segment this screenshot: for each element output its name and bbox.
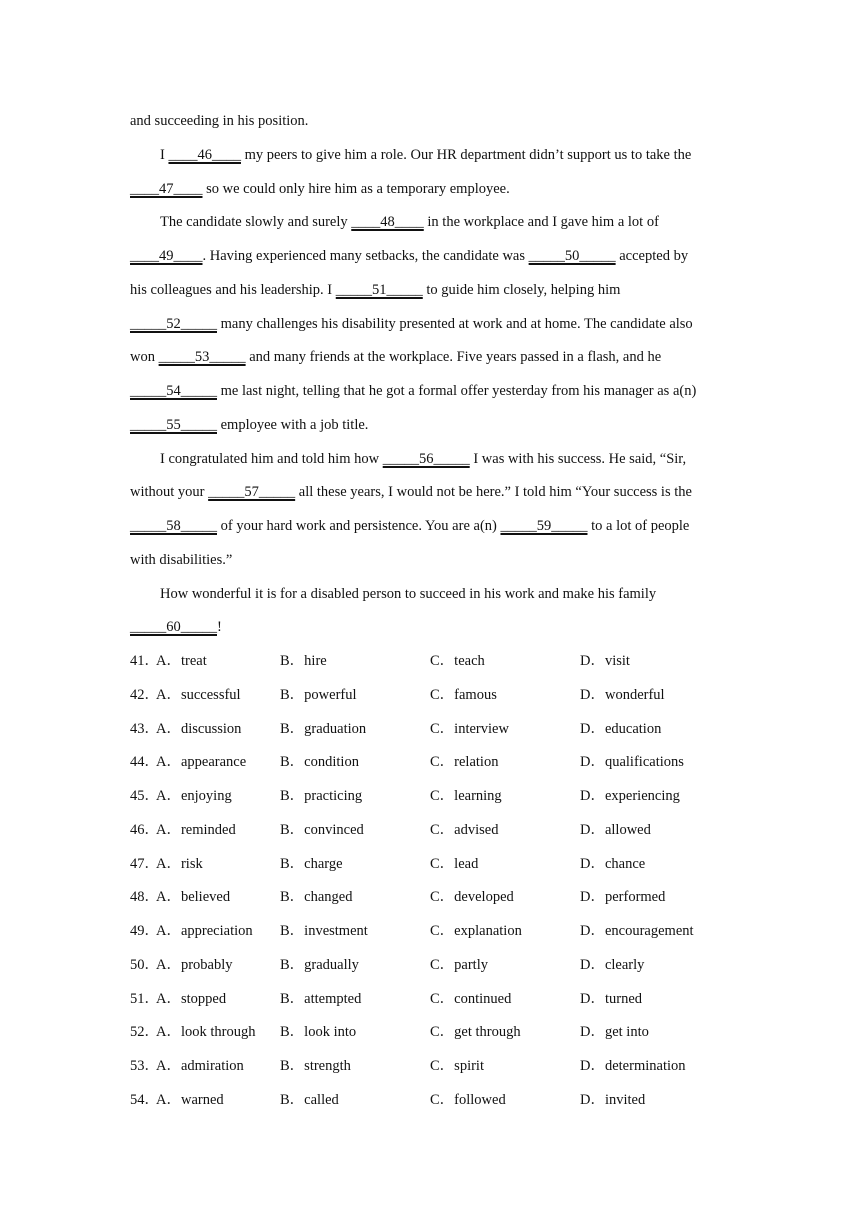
answer-blank: ____47____ [130,180,203,197]
option-a: A．reminded [156,821,236,838]
option-c: C．spirit [430,1058,484,1074]
passage-text: and many friends at the workplace. Five years passed in a flash, and he [245,349,662,366]
option-c: C．teach [430,653,485,669]
answer-options [130,645,730,1118]
option-c: C．advised [430,821,499,838]
option-c: C．developed [430,889,514,906]
option-c: C．get through [430,1024,521,1041]
passage-line [130,578,730,612]
passage-text: to a lot of people [587,518,690,534]
option-b: B．look into [280,1024,357,1041]
passage-line [130,274,730,308]
question-number: 47． [130,855,159,872]
option-c: C．partly [430,956,488,973]
question-row [130,949,730,983]
answer-blank: _____51_____ [335,281,423,298]
passage-text: without your [130,484,209,501]
option-c: C．followed [430,1091,506,1108]
option-d: D．determination [580,1058,686,1074]
option-c: C．learning [430,788,502,804]
option-d: D．chance [580,855,646,872]
passage-text: employee with a job title. [217,416,369,433]
answer-blank: _____56_____ [382,450,470,467]
passage-line [130,173,730,207]
option-c: C．relation [430,754,499,771]
passage-line [130,611,730,645]
passage-text: to guide him closely, helping him [422,281,621,298]
option-d: D．visit [580,653,630,669]
passage [130,105,730,645]
passage-line [130,510,730,544]
answer-blank: ____46____ [168,146,241,163]
question-number: 54． [130,1091,159,1108]
passage-text: so we could only hire him as a temporary employee. [202,180,510,197]
passage-text: me last night, telling that he got a formal offer yesterday from his manager as a(n) [217,383,697,399]
passage-text: The candidate slowly and surely [160,214,352,231]
option-a: A．stopped [156,990,227,1007]
option-a: A．admiration [156,1058,244,1074]
option-d: D．education [580,720,662,737]
passage-text: all these years, I would not be here.” I told him “Your success is the [295,484,692,501]
option-c: C．famous [430,686,497,703]
question-number: 44． [130,754,159,771]
question-number: 42． [130,686,159,703]
option-d: D．get into [580,1024,649,1041]
option-b: B．investment [280,923,368,939]
option-d: D．qualifications [580,754,684,771]
option-b: B．practicing [280,788,363,804]
option-a: A．believed [156,889,231,906]
passage-text: my peers to give him a role. Our HR department didn’t support us to take the [240,146,692,163]
passage-line [130,206,730,240]
question-row [130,915,730,949]
question-number: 43． [130,720,159,737]
question-row [130,1016,730,1050]
answer-blank: _____60_____ [130,619,217,636]
option-b: B．changed [280,889,353,906]
option-a: A．risk [156,855,203,872]
passage-text: his colleagues and his leadership. I [130,281,336,298]
passage-text: . Having experienced many setbacks, the candidate was [202,248,529,264]
option-c: C．explanation [430,923,522,939]
passage-line [130,409,730,443]
answer-blank: _____59_____ [500,518,588,534]
option-a: A．probably [156,956,233,973]
option-d: D．turned [580,990,643,1007]
question-row [130,679,730,713]
option-d: D．wonderful [580,686,665,703]
option-a: A．appreciation [156,923,253,939]
option-b: B．charge [280,855,343,872]
passage-text: many challenges his disability presented at work and at home. The candidate also [217,315,693,332]
answer-blank: ____48____ [351,214,424,231]
question-row [130,848,730,882]
answer-blank: _____57_____ [208,484,296,501]
question-row [130,746,730,780]
option-a: A．successful [156,686,241,703]
answer-blank: ____49____ [130,248,203,264]
passage-line [130,341,730,375]
passage-text: I was with his success. He said, “Sir, [469,450,687,467]
option-d: D．allowed [580,821,651,838]
option-b: B．condition [280,754,359,771]
question-row [130,780,730,814]
question-row [130,645,730,679]
passage-text: How wonderful it is for a disabled person to succeed in his work and make his family [160,585,657,602]
question-number: 45． [130,788,159,804]
option-a: A．look through [156,1024,256,1041]
question-row [130,1050,730,1084]
passage-line [130,476,730,510]
option-b: B．strength [280,1058,351,1074]
option-a: A．warned [156,1091,224,1108]
option-b: B．graduation [280,720,367,737]
question-number: 41． [130,653,159,669]
question-number: 52． [130,1024,159,1041]
passage-text: I congratulated him and told him how [160,450,383,467]
option-a: A．appearance [156,754,247,771]
option-c: C．continued [430,990,512,1007]
passage-text: ! [217,619,222,636]
option-a: A．treat [156,653,207,669]
answer-blank: _____58_____ [130,518,217,534]
option-b: B．convinced [280,821,364,838]
option-d: D．performed [580,889,666,906]
answer-blank: _____53_____ [158,349,246,366]
option-d: D．clearly [580,956,645,973]
question-number: 48． [130,889,159,906]
option-b: B．gradually [280,956,359,973]
passage-text: in the workplace and I gave him a lot of [423,214,659,231]
question-row [130,713,730,747]
question-number: 50． [130,956,159,973]
passage-line [130,240,730,274]
option-d: D．encouragement [580,923,694,939]
passage-text: and succeeding in his position. [130,113,309,129]
passage-line [130,139,730,173]
passage-line [130,308,730,342]
option-b: B．hire [280,653,327,669]
passage-text: of your hard work and persistence. You are a(n) [217,518,501,534]
option-d: D．invited [580,1091,646,1108]
option-a: A．discussion [156,720,242,737]
question-number: 46． [130,821,159,838]
answer-blank: _____55_____ [130,416,217,433]
option-d: D．experiencing [580,788,680,804]
option-c: C．interview [430,720,509,737]
option-b: B．attempted [280,990,362,1007]
option-b: B．powerful [280,686,357,703]
answer-blank: _____50_____ [528,248,616,264]
passage-line [130,105,730,139]
option-c: C．lead [430,855,479,872]
answer-blank: _____54_____ [130,383,217,399]
passage-line [130,443,730,477]
passage-text: I [160,146,169,163]
passage-text: with disabilities.” [130,551,233,568]
question-number: 49． [130,923,159,939]
question-row [130,1084,730,1118]
question-number: 51． [130,990,159,1007]
answer-blank: _____52_____ [130,315,217,332]
question-row [130,881,730,915]
passage-text: accepted by [615,248,689,264]
question-row [130,983,730,1017]
option-a: A．enjoying [156,788,232,804]
passage-line [130,375,730,409]
passage-line [130,544,730,578]
option-b: B．called [280,1091,339,1108]
passage-text: won [130,349,159,366]
question-row [130,814,730,848]
question-number: 53． [130,1058,159,1074]
